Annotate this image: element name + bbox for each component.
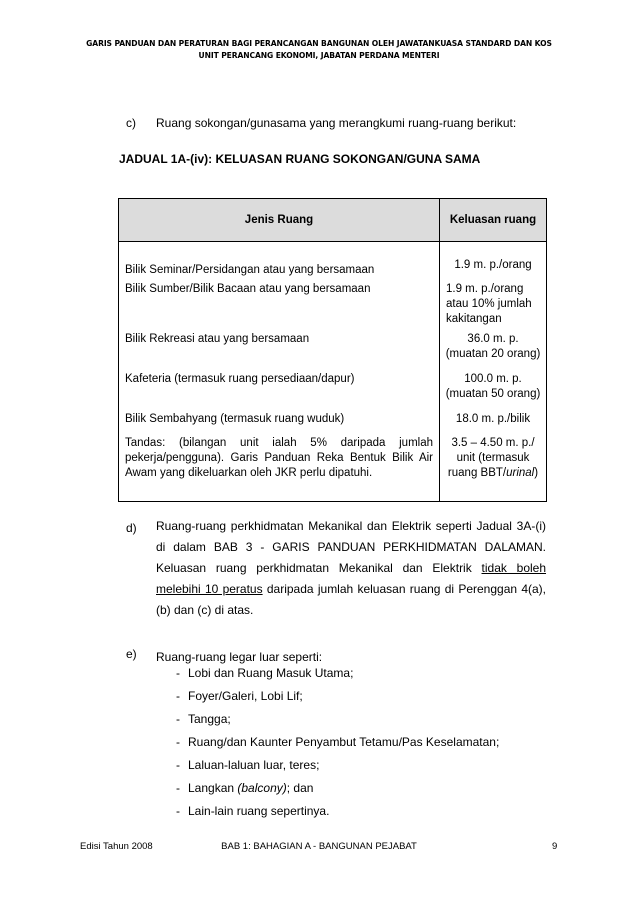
paragraph-d-body xyxy=(156,516,546,621)
space-list xyxy=(176,662,499,823)
row-value-line: kakitangan xyxy=(446,313,502,325)
row-value-line: 100.0 m. p. xyxy=(464,373,522,385)
list-item-text: Langkan xyxy=(188,781,238,795)
paragraph-c-label: c) xyxy=(126,116,136,130)
list-item-text: Lain-lain ruang sepertinya. xyxy=(188,804,330,818)
row-value: 18.0 m. p./bilik xyxy=(440,402,547,427)
dash-bullet: - xyxy=(176,758,180,772)
table-title: JADUAL 1A-(iv): KELUASAN RUANG SOKONGAN/GUNA SAMA xyxy=(119,152,481,166)
header-line-2: UNIT PERANCANG EKONOMI, JABATAN PERDANA MENTERI xyxy=(198,51,440,60)
list-item-text: Ruang/dan Kaunter Penyambut Tetamu/Pas Keselamatan; xyxy=(188,735,500,749)
table-header-row xyxy=(119,199,547,242)
row-value xyxy=(440,327,547,362)
dash-bullet: - xyxy=(176,781,180,795)
paragraph-d-text-a: Ruang-ruang perkhidmatan Mekanikal dan Elektrik seperti Jadual 3A-(i) di dalam BAB 3 - GARIS PANDUAN PERKHIDMATAN DALAMAN. Keluasan ruang perkhidmatan Mekanikal dan Elektrik xyxy=(156,519,546,575)
list-item xyxy=(176,754,499,777)
row-value-italic: urinal xyxy=(506,467,535,479)
table-row xyxy=(119,278,547,327)
list-item xyxy=(176,708,499,731)
paragraph-d-text-b: daripada jumlah keluasan ruang di Perenggan 4(a), (b) dan (c) di atas. xyxy=(156,582,546,617)
table-row xyxy=(119,362,547,402)
row-name: Bilik Sembahyang (termasuk ruang wuduk) xyxy=(119,402,440,427)
list-item xyxy=(176,662,499,685)
header-keluasan-ruang: Keluasan ruang xyxy=(440,199,547,242)
header-jenis-ruang: Jenis Ruang xyxy=(119,199,440,242)
row-name xyxy=(119,427,440,502)
paragraph-e-text: Ruang-ruang legar luar seperti: xyxy=(156,650,323,664)
row-value xyxy=(440,427,547,502)
list-item xyxy=(176,777,499,800)
row-value-close: ) xyxy=(534,467,539,479)
footer-edition: Edisi Tahun 2008 xyxy=(80,841,153,852)
list-item xyxy=(176,800,499,823)
list-item-italic: (balcony) xyxy=(237,781,287,795)
paragraph-d-underline: tidak boleh melebihi 10 peratus xyxy=(156,561,547,596)
row-name: Bilik Seminar/Persidangan atau yang bersamaan xyxy=(119,242,440,279)
row-name-line: Awam yang dikeluarkan oleh JKR perlu dipatuhi. xyxy=(125,467,373,479)
row-value-line: 36.0 m. p. xyxy=(467,333,519,345)
dash-bullet: - xyxy=(176,666,180,680)
row-value-text: ruang BBT/ xyxy=(447,467,507,479)
row-name-line: Tandas: (bilangan unit ialah 5% daripada jumlah xyxy=(125,437,433,449)
table-row xyxy=(119,402,547,427)
row-value xyxy=(440,278,547,327)
header-line-1: GARIS PANDUAN DAN PERATURAN BAGI PERANCANGAN BANGUNAN OLEH JAWATANKUASA STANDARD DAN KOS xyxy=(86,39,552,48)
list-item-text: Tangga; xyxy=(188,712,231,726)
dash-bullet: - xyxy=(176,735,180,749)
table-row xyxy=(119,242,547,279)
footer-chapter: BAB 1: BAHAGIAN A - BANGUNAN PEJABAT xyxy=(221,841,417,852)
row-name-line: pekerja/pengguna). Garis Panduan Reka Bentuk Bilik Air xyxy=(125,452,433,464)
row-value-line xyxy=(444,466,542,481)
list-item-text: Lobi dan Ruang Masuk Utama; xyxy=(188,666,354,680)
row-value-line: (muatan 20 orang) xyxy=(445,348,541,360)
row-name: Bilik Sumber/Bilik Bacaan atau yang bersamaan xyxy=(119,278,440,327)
row-value xyxy=(440,362,547,402)
row-value-line: atau 10% jumlah xyxy=(446,298,532,310)
list-item-text: Laluan-laluan luar, teres; xyxy=(188,758,320,772)
table-row xyxy=(119,427,547,502)
paragraph-e-label: e) xyxy=(126,647,137,661)
table-row xyxy=(119,327,547,362)
row-value-line: (muatan 50 orang) xyxy=(445,388,541,400)
row-value-line: unit (termasuk xyxy=(456,452,530,464)
row-value-line: 3.5 – 4.50 m. p./ xyxy=(451,437,535,449)
page-header xyxy=(0,38,638,62)
row-value-line: 1.9 m. p./orang xyxy=(446,283,524,295)
dash-bullet: - xyxy=(176,689,180,703)
list-item-text: ; dan xyxy=(286,781,314,795)
list-item xyxy=(176,685,499,708)
paragraph-c-text: Ruang sokongan/gunasama yang merangkumi ruang-ruang berikut: xyxy=(156,116,517,130)
dash-bullet: - xyxy=(176,804,180,818)
row-name: Bilik Rekreasi atau yang bersamaan xyxy=(119,327,440,362)
list-item-text: Foyer/Galeri, Lobi Lif; xyxy=(188,689,303,703)
row-value: 1.9 m. p./orang xyxy=(440,242,547,279)
list-item xyxy=(176,731,499,754)
dash-bullet: - xyxy=(176,712,180,726)
space-table xyxy=(118,198,547,502)
row-name: Kafeteria (termasuk ruang persediaan/dapur) xyxy=(119,362,440,402)
footer-page-number: 9 xyxy=(552,841,558,852)
paragraph-d-label: d) xyxy=(126,521,137,535)
